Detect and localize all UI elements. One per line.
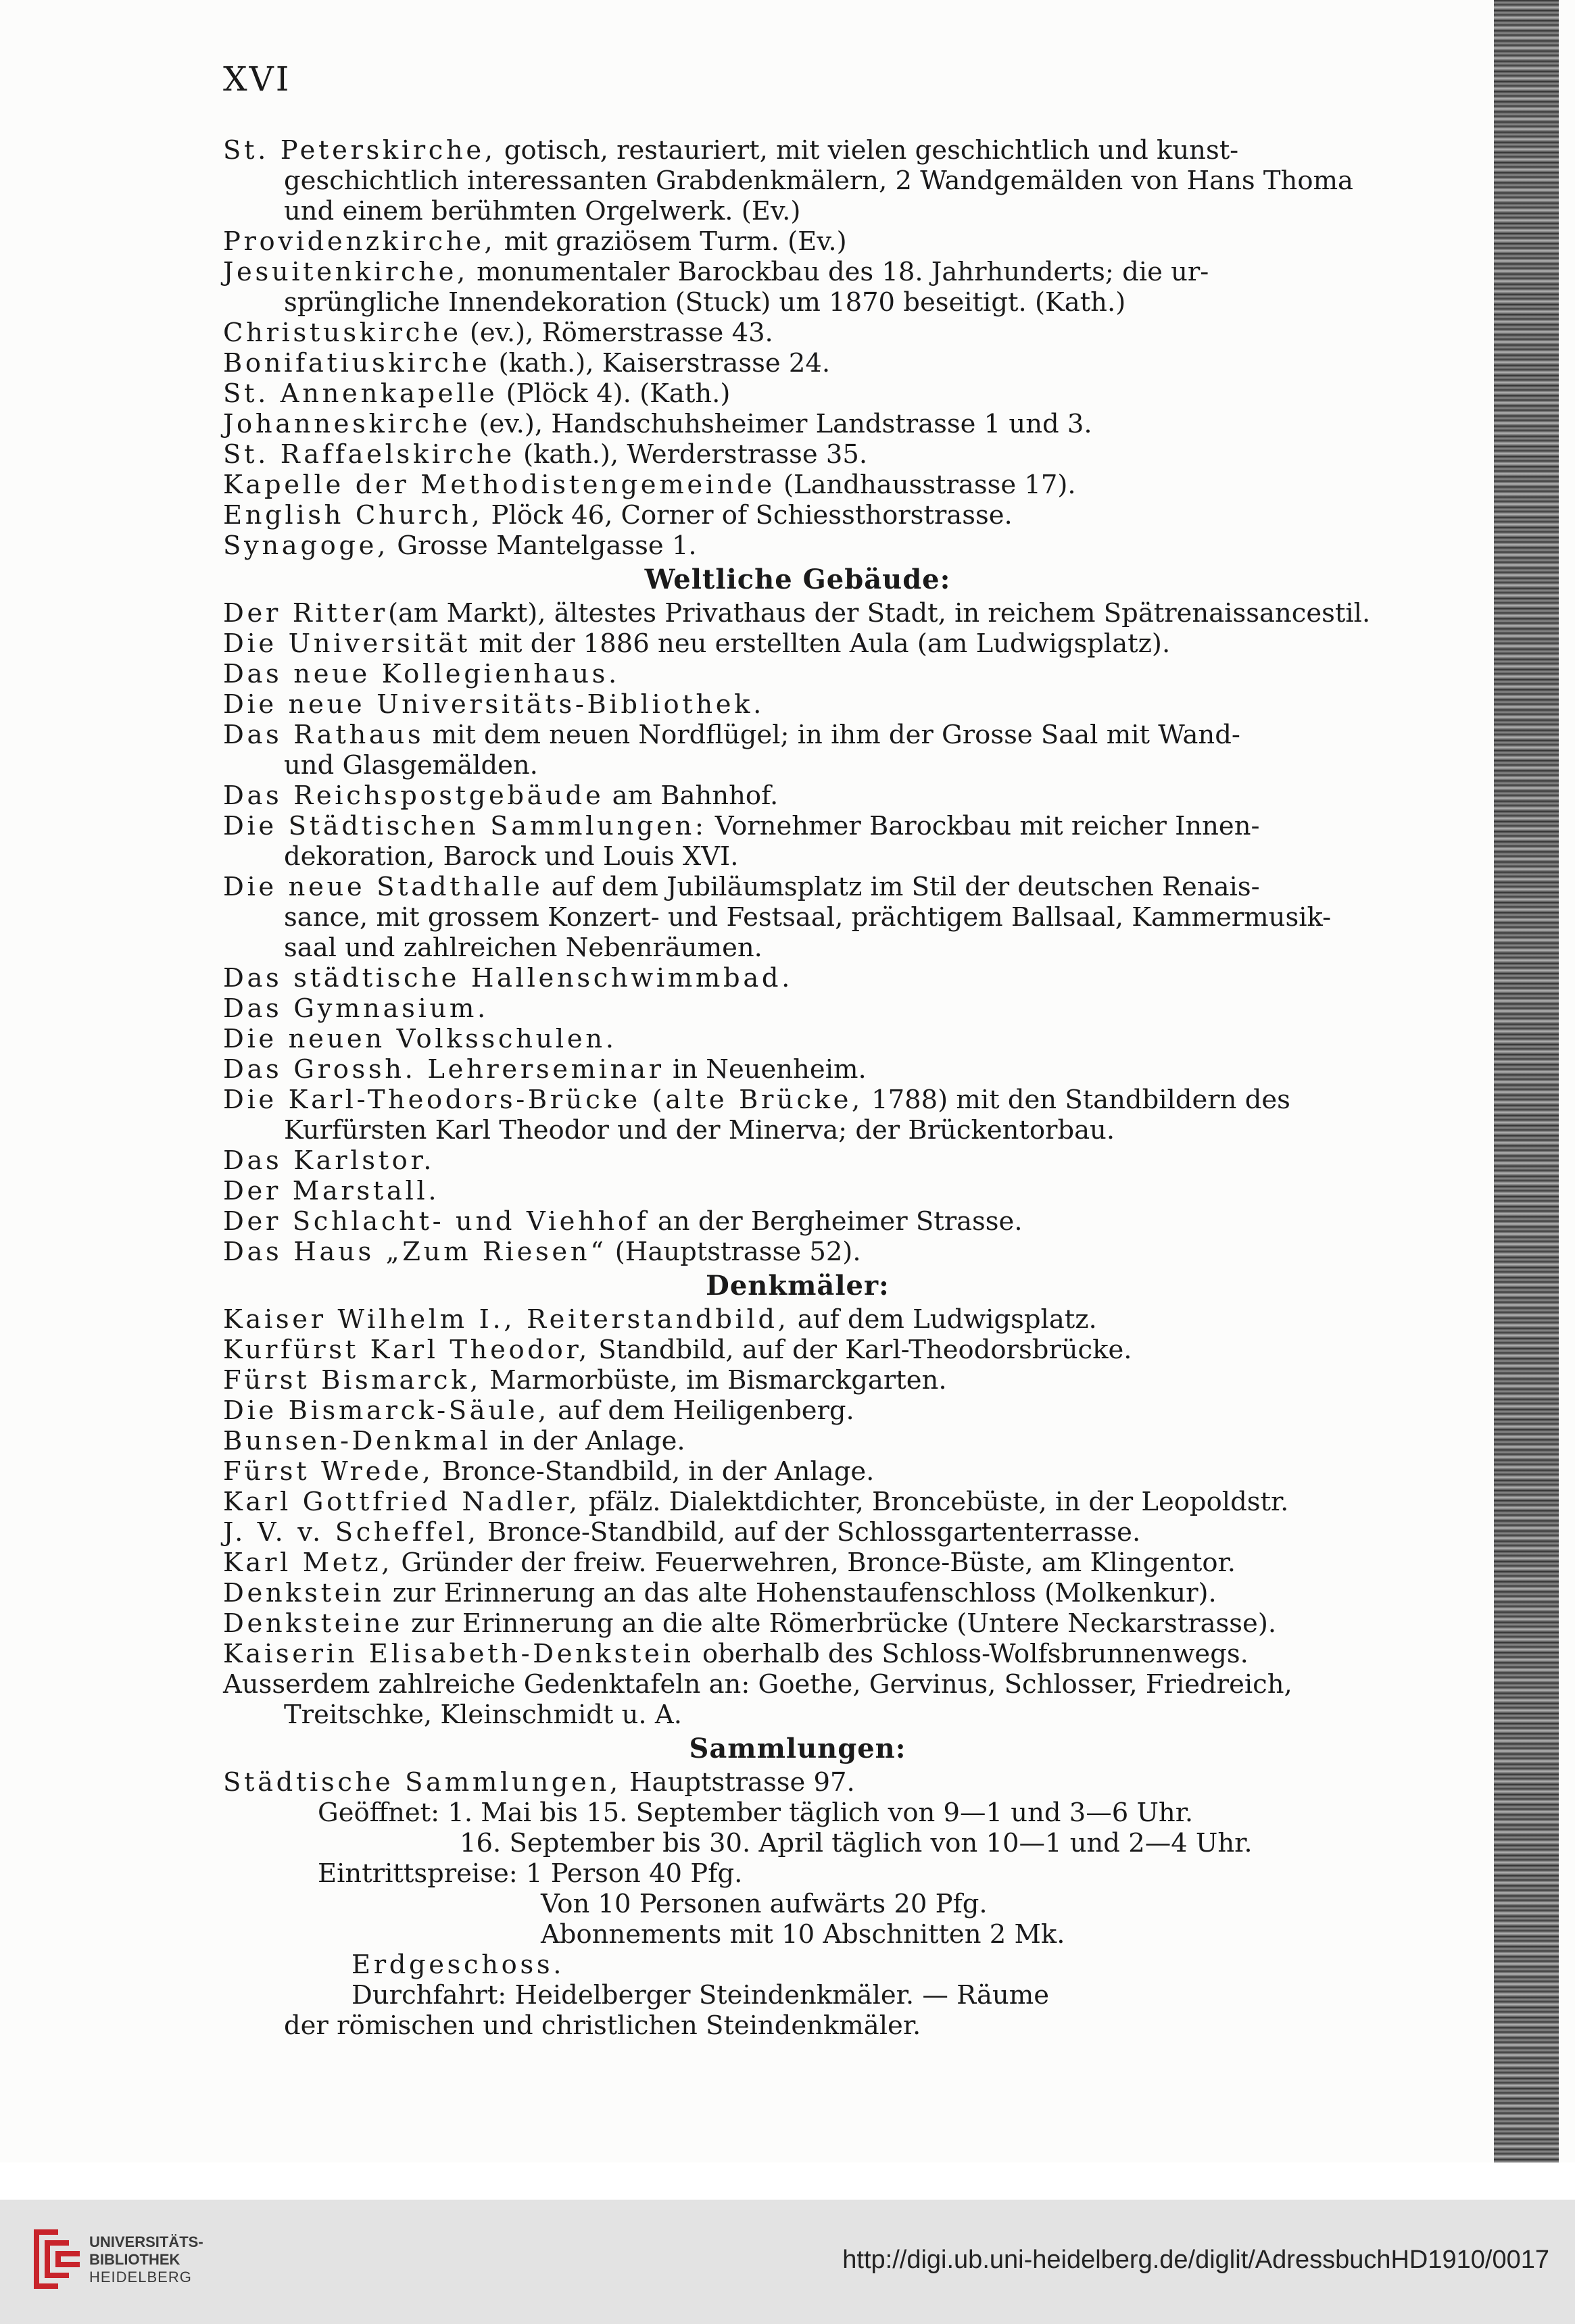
entry-first-line — [223, 872, 1372, 902]
entry-continuation: sprüngliche Innendekoration (Stuck) um 1870 beseitigt. (Kath.) — [284, 287, 1126, 318]
ground-floor-line — [223, 1950, 1372, 2010]
entry-headword: Karl Metz, — [223, 1548, 393, 1578]
entry-first-line — [223, 1206, 1372, 1237]
entry-first-line — [223, 1304, 1372, 1335]
entry-headword: Jesuitenkirche, — [223, 257, 468, 287]
entry-headword: Der Schlacht- und Viehhof — [223, 1206, 650, 1237]
heading-sammlungen: Sammlungen: — [689, 1733, 906, 1764]
entry-text: auf dem Ludwigsplatz. — [789, 1304, 1097, 1335]
entry-first-line — [223, 1517, 1372, 1548]
entry-text: oberhalb des Schloss-Wolfsbrunnenwegs. — [694, 1639, 1249, 1669]
entry-text: Bronce-Standbild, in der Anlage. — [433, 1456, 875, 1487]
entry-first-line — [223, 1176, 1372, 1206]
list-entry — [223, 530, 1372, 561]
entry-text: gotisch, restauriert, mit vielen geschichtlich und kunst- — [495, 135, 1239, 166]
entry-headword: Das Haus „Zum Riesen“ — [223, 1237, 607, 1267]
entry-headword: Die neue Universitäts-Bibliothek. — [223, 689, 765, 720]
list-entry — [223, 1456, 1372, 1487]
entry-headword: Kapelle der Methodistengemeinde — [223, 470, 775, 500]
entry-first-line — [223, 1456, 1372, 1487]
entry-first-line — [223, 1335, 1372, 1365]
list-entry — [223, 1145, 1372, 1176]
list-entry — [223, 1237, 1372, 1267]
entry-continuation: Kurfürsten Karl Theodor und der Minerva; der Brückentorbau. — [284, 1115, 1115, 1145]
entry-text: zur Erinnerung an die alte Römerbrücke (Untere Neckarstrasse). — [402, 1608, 1277, 1639]
heading-weltliche-gebaeude: Weltliche Gebäude: — [644, 564, 951, 595]
entry-continuation: und Glasgemälden. — [284, 750, 538, 781]
list-entry — [223, 257, 1372, 318]
entry-headword: Das Gymnasium. — [223, 993, 489, 1024]
entry-headword: Das neue Kollegienhaus. — [223, 659, 620, 689]
entry-text: (kath.), Kaiserstrasse 24. — [490, 348, 831, 378]
entry-text: Vornehmer Barockbau mit reicher Innen- — [706, 811, 1260, 841]
list-entry — [223, 781, 1372, 811]
entry-text: pfälz. Dialektdichter, Broncebüste, in der Leopoldstr. — [580, 1487, 1289, 1517]
list-entry — [223, 1054, 1372, 1085]
entry-headword: Das Karlstor. — [223, 1145, 435, 1176]
entry-first-line — [223, 1395, 1372, 1426]
entry-first-line — [223, 1578, 1372, 1608]
entry-continuation: sance, mit grossem Konzert- und Festsaal, prächtigem Ballsaal, Kammermusik- — [284, 902, 1332, 933]
library-footer — [0, 2200, 1575, 2324]
entry-headword: Städtische Sammlungen, — [223, 1767, 621, 1798]
list-entry — [223, 720, 1372, 781]
entry-text: (ev.), Handschuhsheimer Landstrasse 1 und 3. — [470, 409, 1092, 439]
entry-first-line — [223, 689, 1372, 720]
entry-text: (am Markt), ältestes Privathaus der Stadt, in reichem Spätrenaissancestil. — [387, 598, 1371, 628]
entry-text: in Neuenheim. — [664, 1054, 867, 1085]
list-entry — [223, 439, 1372, 470]
scan-edge-strip — [1494, 0, 1559, 2162]
entry-text: Durchfahrt: Heidelberger Steindenkmäler. — Räume — [352, 1980, 1049, 2010]
entry-headword: Providenzkirche, — [223, 226, 496, 257]
list-entry — [223, 1639, 1372, 1669]
entry-headword: Das städtische Hallenschwimmbad. — [223, 963, 794, 993]
entry-first-line — [223, 1608, 1372, 1639]
list-entry — [223, 1487, 1372, 1517]
entry-first-line — [223, 1237, 1372, 1267]
list-entry — [223, 1395, 1372, 1426]
entry-headword: Kaiser Wilhelm I., Reiterstandbild, — [223, 1304, 790, 1335]
entry-text: Marmorbüste, im Bismarckgarten. — [481, 1365, 947, 1395]
entry-headword: Das Reichspostgebäude — [223, 781, 604, 811]
entry-text: Grosse Mantelgasse 1. — [388, 530, 697, 561]
monuments-list — [223, 1304, 1372, 1730]
entry-text: in der Anlage. — [491, 1426, 685, 1456]
entry-continuation: saal und zahlreichen Nebenräumen. — [284, 933, 762, 963]
entry-first-line — [223, 530, 1372, 561]
entry-first-line — [223, 1024, 1372, 1054]
list-entry — [223, 993, 1372, 1024]
logo-line: UNIVERSITÄTS- — [89, 2233, 203, 2250]
logo-line: BIBLIOTHEK — [89, 2251, 180, 2268]
entry-headword: J. V. v. Scheffel, — [223, 1517, 479, 1548]
list-entry — [223, 409, 1372, 439]
entry-first-line — [223, 1487, 1372, 1517]
logo-line: HEIDELBERG — [89, 2269, 192, 2285]
entry-first-line — [223, 628, 1372, 659]
entry-headword: Die neue Stadthalle — [223, 872, 543, 902]
page-number: XVI — [223, 59, 291, 99]
entry-headword: St. Peterskirche, — [223, 135, 496, 166]
entry-headword: Das Grossh. Lehrerseminar — [223, 1054, 664, 1085]
entry-text: (Hauptstrasse 52). — [606, 1237, 861, 1267]
entry-headword: English Church, — [223, 500, 483, 530]
entry-continuation: und einem berühmten Orgelwerk. (Ev.) — [284, 196, 801, 226]
list-entry — [223, 1669, 1372, 1730]
collections-section — [223, 1767, 1372, 2041]
entry-text: auf dem Jubiläumsplatz im Stil der deutschen Renais- — [543, 872, 1260, 902]
page-text — [223, 135, 1372, 2041]
ground-floor-line: der römischen und christlichen Steindenkmäler. — [284, 2010, 921, 2041]
entry-headword: Erdgeschoss. — [352, 1950, 565, 1980]
entry-first-line — [223, 659, 1372, 689]
entry-continuation: dekoration, Barock und Louis XVI. — [284, 841, 739, 872]
entry-headword: Die neuen Volksschulen. — [223, 1024, 617, 1054]
entry-text: monumentaler Barockbau des 18. Jahrhunderts; die ur- — [468, 257, 1209, 287]
list-entry — [223, 1024, 1372, 1054]
entry-text: mit graziösem Turm. (Ev.) — [495, 226, 847, 257]
entry-first-line — [223, 993, 1372, 1024]
entry-text: zur Erinnerung an das alte Hohenstaufenschloss (Molkenkur). — [384, 1578, 1217, 1608]
admission-line: Von 10 Personen aufwärts 20 Pfg. — [541, 1889, 988, 1919]
entry-first-line — [223, 1426, 1372, 1456]
entry-text: Ausserdem zahlreiche Gedenktafeln an: Goethe, Gervinus, Schlosser, Friedreich, — [223, 1669, 1292, 1700]
entry-first-line — [223, 1145, 1372, 1176]
entry-headword: Der Marstall. — [223, 1176, 440, 1206]
entry-headword: Der Ritter — [223, 598, 388, 628]
entry-headword: St. Annenkapelle — [223, 378, 498, 409]
entry-text: Bronce-Standbild, auf der Schlossgartenterrasse. — [479, 1517, 1141, 1548]
entry-headword: Die Universität — [223, 628, 470, 659]
list-entry — [223, 1578, 1372, 1608]
entry-headword: Fürst Wrede, — [223, 1456, 434, 1487]
entry-first-line — [223, 720, 1372, 750]
entry-text: Standbild, auf der Karl-Theodorsbrücke. — [590, 1335, 1132, 1365]
entry-first-line — [223, 470, 1372, 500]
entry-text: Gründer der freiw. Feuerwehren, Bronce-Büste, am Klingentor. — [393, 1548, 1236, 1578]
list-entry — [223, 135, 1372, 226]
list-entry — [223, 1206, 1372, 1237]
list-entry — [223, 500, 1372, 530]
entry-headword: Christuskirche — [223, 318, 462, 348]
opening-hours-line: 16. September bis 30. April täglich von 10—1 und 2—4 Uhr. — [460, 1828, 1253, 1858]
list-entry — [223, 1304, 1372, 1335]
entry-headword: Denksteine — [223, 1608, 403, 1639]
churches-list — [223, 135, 1372, 561]
entry-text: Hauptstrasse 97. — [621, 1767, 855, 1798]
entry-headword: Johanneskirche — [223, 409, 471, 439]
list-entry — [223, 598, 1372, 628]
entry-text: (ev.), Römerstrasse 43. — [461, 318, 773, 348]
entry-text: Plöck 46, Corner of Schiessthorstrasse. — [483, 500, 1013, 530]
entry-text: 1788) mit den Standbildern des — [863, 1085, 1290, 1115]
entry-continuation: geschichtlich interessanten Grabdenkmälern, 2 Wandgemälden von Hans Thoma — [284, 166, 1353, 196]
entry-first-line — [223, 318, 1372, 348]
entry-first-line — [223, 781, 1372, 811]
entry-headword: Die Karl-Theodors-Brücke (alte Brücke, — [223, 1085, 863, 1115]
permalink-url[interactable]: http://digi.ub.uni-heidelberg.de/diglit/AdressbuchHD1910/0017 — [842, 2246, 1549, 2274]
entry-headword: Bonifatiuskirche — [223, 348, 491, 378]
entry-first-line — [223, 963, 1372, 993]
heading-denkmaeler: Denkmäler: — [706, 1270, 890, 1302]
entry-first-line — [223, 1054, 1372, 1085]
entry-headword: St. Raffaelskirche — [223, 439, 515, 470]
entry-first-line — [223, 500, 1372, 530]
opening-hours-line: Geöffnet: 1. Mai bis 15. September täglich von 9—1 und 3—6 Uhr. — [318, 1798, 1194, 1828]
entry-text: (Landhausstrasse 17). — [775, 470, 1076, 500]
list-entry — [223, 1548, 1372, 1578]
entry-first-line — [223, 1548, 1372, 1578]
entry-continuation: Treitschke, Kleinschmidt u. A. — [284, 1700, 682, 1730]
list-entry — [223, 963, 1372, 993]
entry-text: an der Bergheimer Strasse. — [649, 1206, 1023, 1237]
list-entry — [223, 659, 1372, 689]
entry-first-line — [223, 1639, 1372, 1669]
list-entry — [223, 1608, 1372, 1639]
entry-headword: Kaiserin Elisabeth-Denkstein — [223, 1639, 694, 1669]
entry-first-line — [223, 811, 1372, 841]
entry-first-line — [223, 1365, 1372, 1395]
buildings-list — [223, 598, 1372, 1267]
entry-first-line — [223, 439, 1372, 470]
entry-headword: Das Rathaus — [223, 720, 425, 750]
entry-headword: Synagoge, — [223, 530, 389, 561]
entry-headword: Karl Gottfried Nadler, — [223, 1487, 581, 1517]
collections-title — [223, 1767, 1372, 1798]
entry-first-line — [223, 257, 1372, 287]
entry-first-line — [223, 135, 1372, 166]
library-logo-text[interactable] — [89, 2233, 203, 2286]
entry-first-line — [223, 1669, 1372, 1700]
entry-first-line — [223, 1085, 1372, 1115]
entry-headword: Die Städtischen Sammlungen: — [223, 811, 707, 841]
entry-headword: Kurfürst Karl Theodor, — [223, 1335, 591, 1365]
entry-text: mit der 1886 neu erstellten Aula (am Ludwigsplatz). — [470, 628, 1171, 659]
list-entry — [223, 348, 1372, 378]
list-entry — [223, 1335, 1372, 1365]
list-entry — [223, 1365, 1372, 1395]
entry-headword: Fürst Bismarck, — [223, 1365, 482, 1395]
entry-first-line — [223, 409, 1372, 439]
admission-line: Eintrittspreise: 1 Person 40 Pfg. — [318, 1858, 743, 1889]
list-entry — [223, 318, 1372, 348]
entry-first-line — [223, 378, 1372, 409]
entry-headword: Denkstein — [223, 1578, 385, 1608]
entry-text: (Plöck 4). (Kath.) — [498, 378, 731, 409]
list-entry — [223, 470, 1372, 500]
list-entry — [223, 628, 1372, 659]
entry-first-line — [223, 598, 1372, 628]
entry-first-line — [223, 226, 1372, 257]
entry-headword: Bunsen-Denkmal — [223, 1426, 491, 1456]
list-entry — [223, 378, 1372, 409]
entry-text: am Bahnhof. — [604, 781, 779, 811]
list-entry — [223, 872, 1372, 963]
list-entry — [223, 226, 1372, 257]
list-entry — [223, 1426, 1372, 1456]
list-entry — [223, 689, 1372, 720]
entry-headword: Die Bismarck-Säule, — [223, 1395, 550, 1426]
entry-text: auf dem Heiligenberg. — [549, 1395, 854, 1426]
admission-line: Abonnements mit 10 Abschnitten 2 Mk. — [541, 1919, 1065, 1950]
entry-text: mit dem neuen Nordflügel; in ihm der Grosse Saal mit Wand- — [424, 720, 1240, 750]
list-entry — [223, 1176, 1372, 1206]
list-entry — [223, 811, 1372, 872]
list-entry — [223, 1085, 1372, 1145]
library-logo-icon[interactable] — [28, 2227, 82, 2292]
entry-first-line — [223, 348, 1372, 378]
list-entry — [223, 1517, 1372, 1548]
entry-text: (kath.), Werderstrasse 35. — [514, 439, 868, 470]
